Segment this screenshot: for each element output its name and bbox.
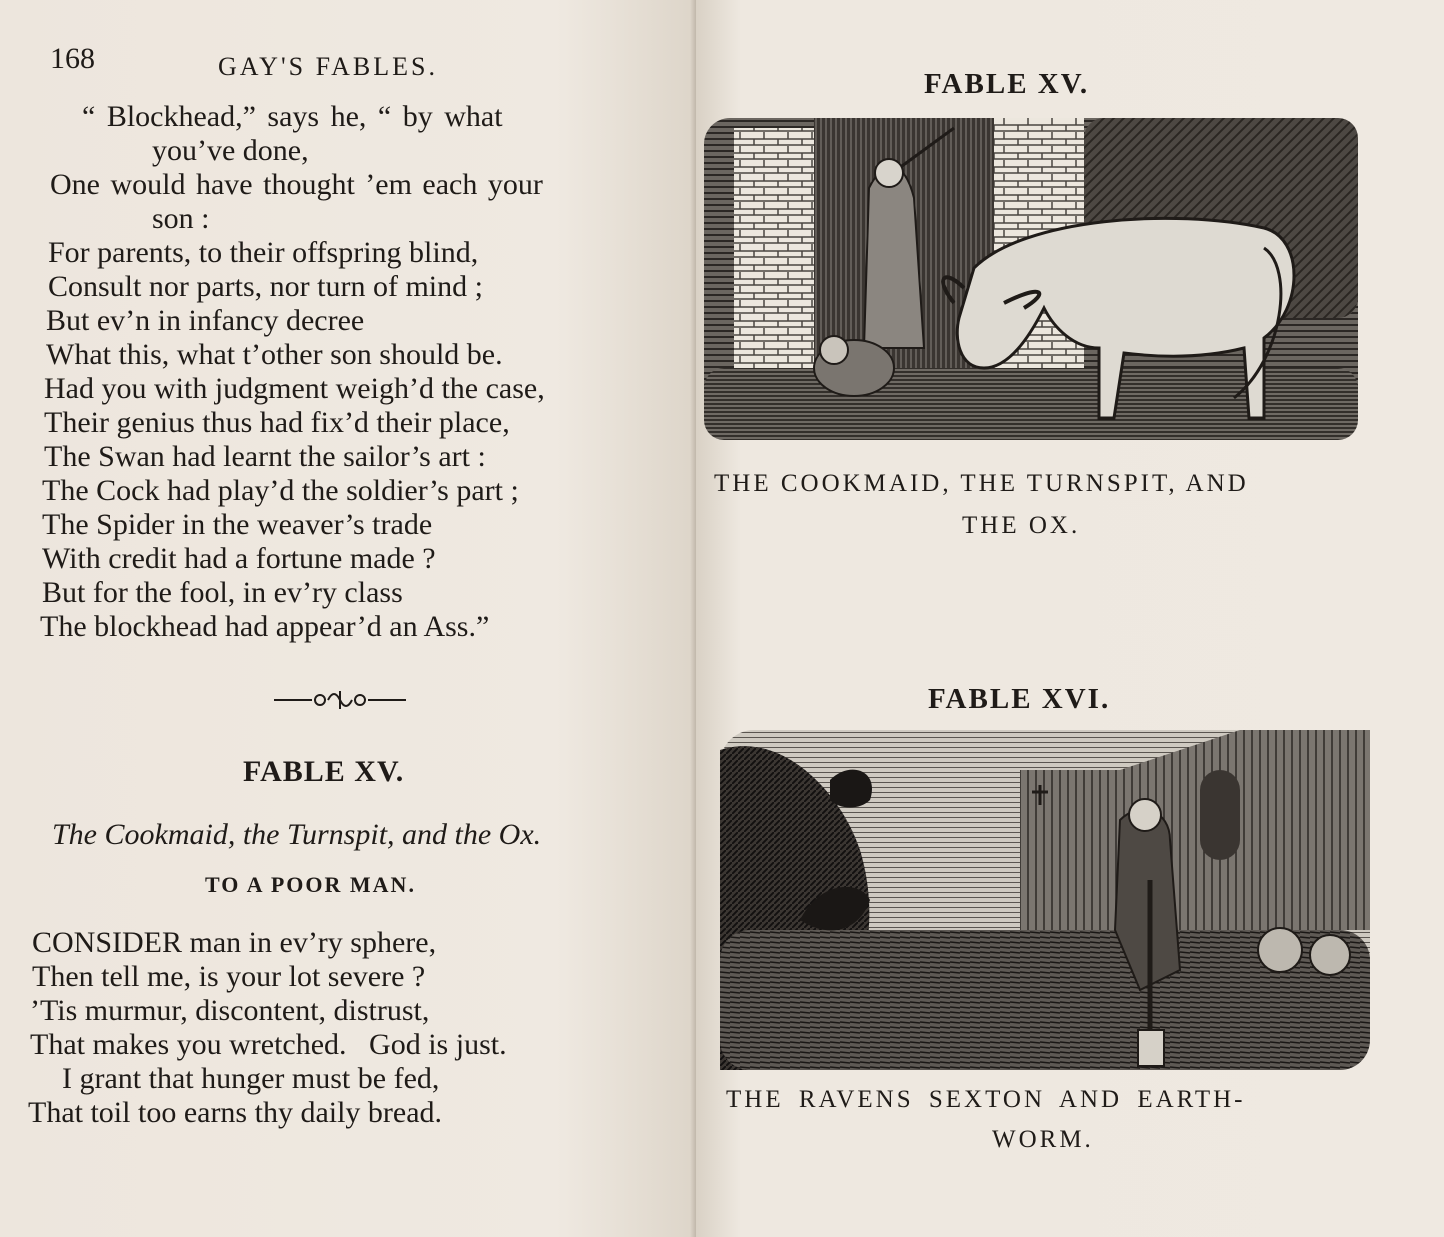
plate-caption-line: THE RAVENS SEXTON AND EARTH- [726, 1086, 1246, 1113]
verse-line: One would have thought ’em each your [50, 168, 543, 201]
verse-line: But ev’n in infancy decree [46, 304, 365, 337]
fable-heading: FABLE XV. [243, 755, 405, 788]
verse-line: Then tell me, is your lot severe ? [32, 960, 426, 993]
verse-line: Consult nor parts, nor turn of mind ; [48, 270, 483, 303]
verse-line: son : [152, 202, 210, 235]
plate-heading: FABLE XVI. [928, 683, 1111, 715]
right-page [696, 0, 1444, 1237]
page-number: 168 [50, 42, 95, 75]
plate-heading: FABLE XV. [924, 68, 1090, 100]
verse-line: Had you with judgment weigh’d the case, [44, 372, 545, 405]
verse-line: Their genius thus had fix’d their place, [44, 406, 510, 439]
left-page [0, 0, 696, 1237]
plate-caption-line: THE COOKMAID, THE TURNSPIT, AND [714, 470, 1249, 497]
verse-line: For parents, to their offspring blind, [48, 236, 479, 269]
verse-line: That makes you wretched. God is just. [30, 1028, 507, 1061]
plate-caption-line: WORM. [992, 1126, 1094, 1153]
verse-line: The Swan had learnt the sailor’s art : [44, 440, 486, 473]
fable-subtitle: The Cookmaid, the Turnspit, and the Ox. [52, 818, 542, 851]
verse-line: ’Tis murmur, discontent, distrust, [30, 994, 430, 1027]
verse-line: The blockhead had appear’d an Ass.” [40, 610, 490, 643]
verse-line: But for the fool, in ev’ry class [42, 576, 403, 609]
verse-line: CONSIDER man in ev’ry sphere, [32, 926, 437, 959]
plate-caption-line: THE OX. [962, 512, 1081, 539]
verse-line: That toil too earns thy daily bread. [28, 1096, 443, 1129]
verse-line: What this, what t’other son should be. [46, 338, 503, 371]
verse-line: The Spider in the weaver’s trade [42, 508, 433, 541]
verse-line: The Cock had play’d the soldier’s part ; [42, 474, 519, 507]
dedication: TO A POOR MAN. [205, 872, 416, 897]
verse-line: you’ve done, [152, 134, 309, 167]
running-head: GAY'S FABLES. [218, 52, 438, 81]
fleuron-ornament-icon [272, 688, 408, 712]
verse-line: With credit had a fortune made ? [42, 542, 436, 575]
woodcut-cookmaid-ox-illustration-icon [704, 118, 1358, 440]
woodcut-ravens-sexton-illustration-icon [720, 730, 1370, 1070]
verse-line: “ Blockhead,” says he, “ by what [82, 100, 503, 133]
verse-line: I grant that hunger must be fed, [62, 1062, 440, 1095]
